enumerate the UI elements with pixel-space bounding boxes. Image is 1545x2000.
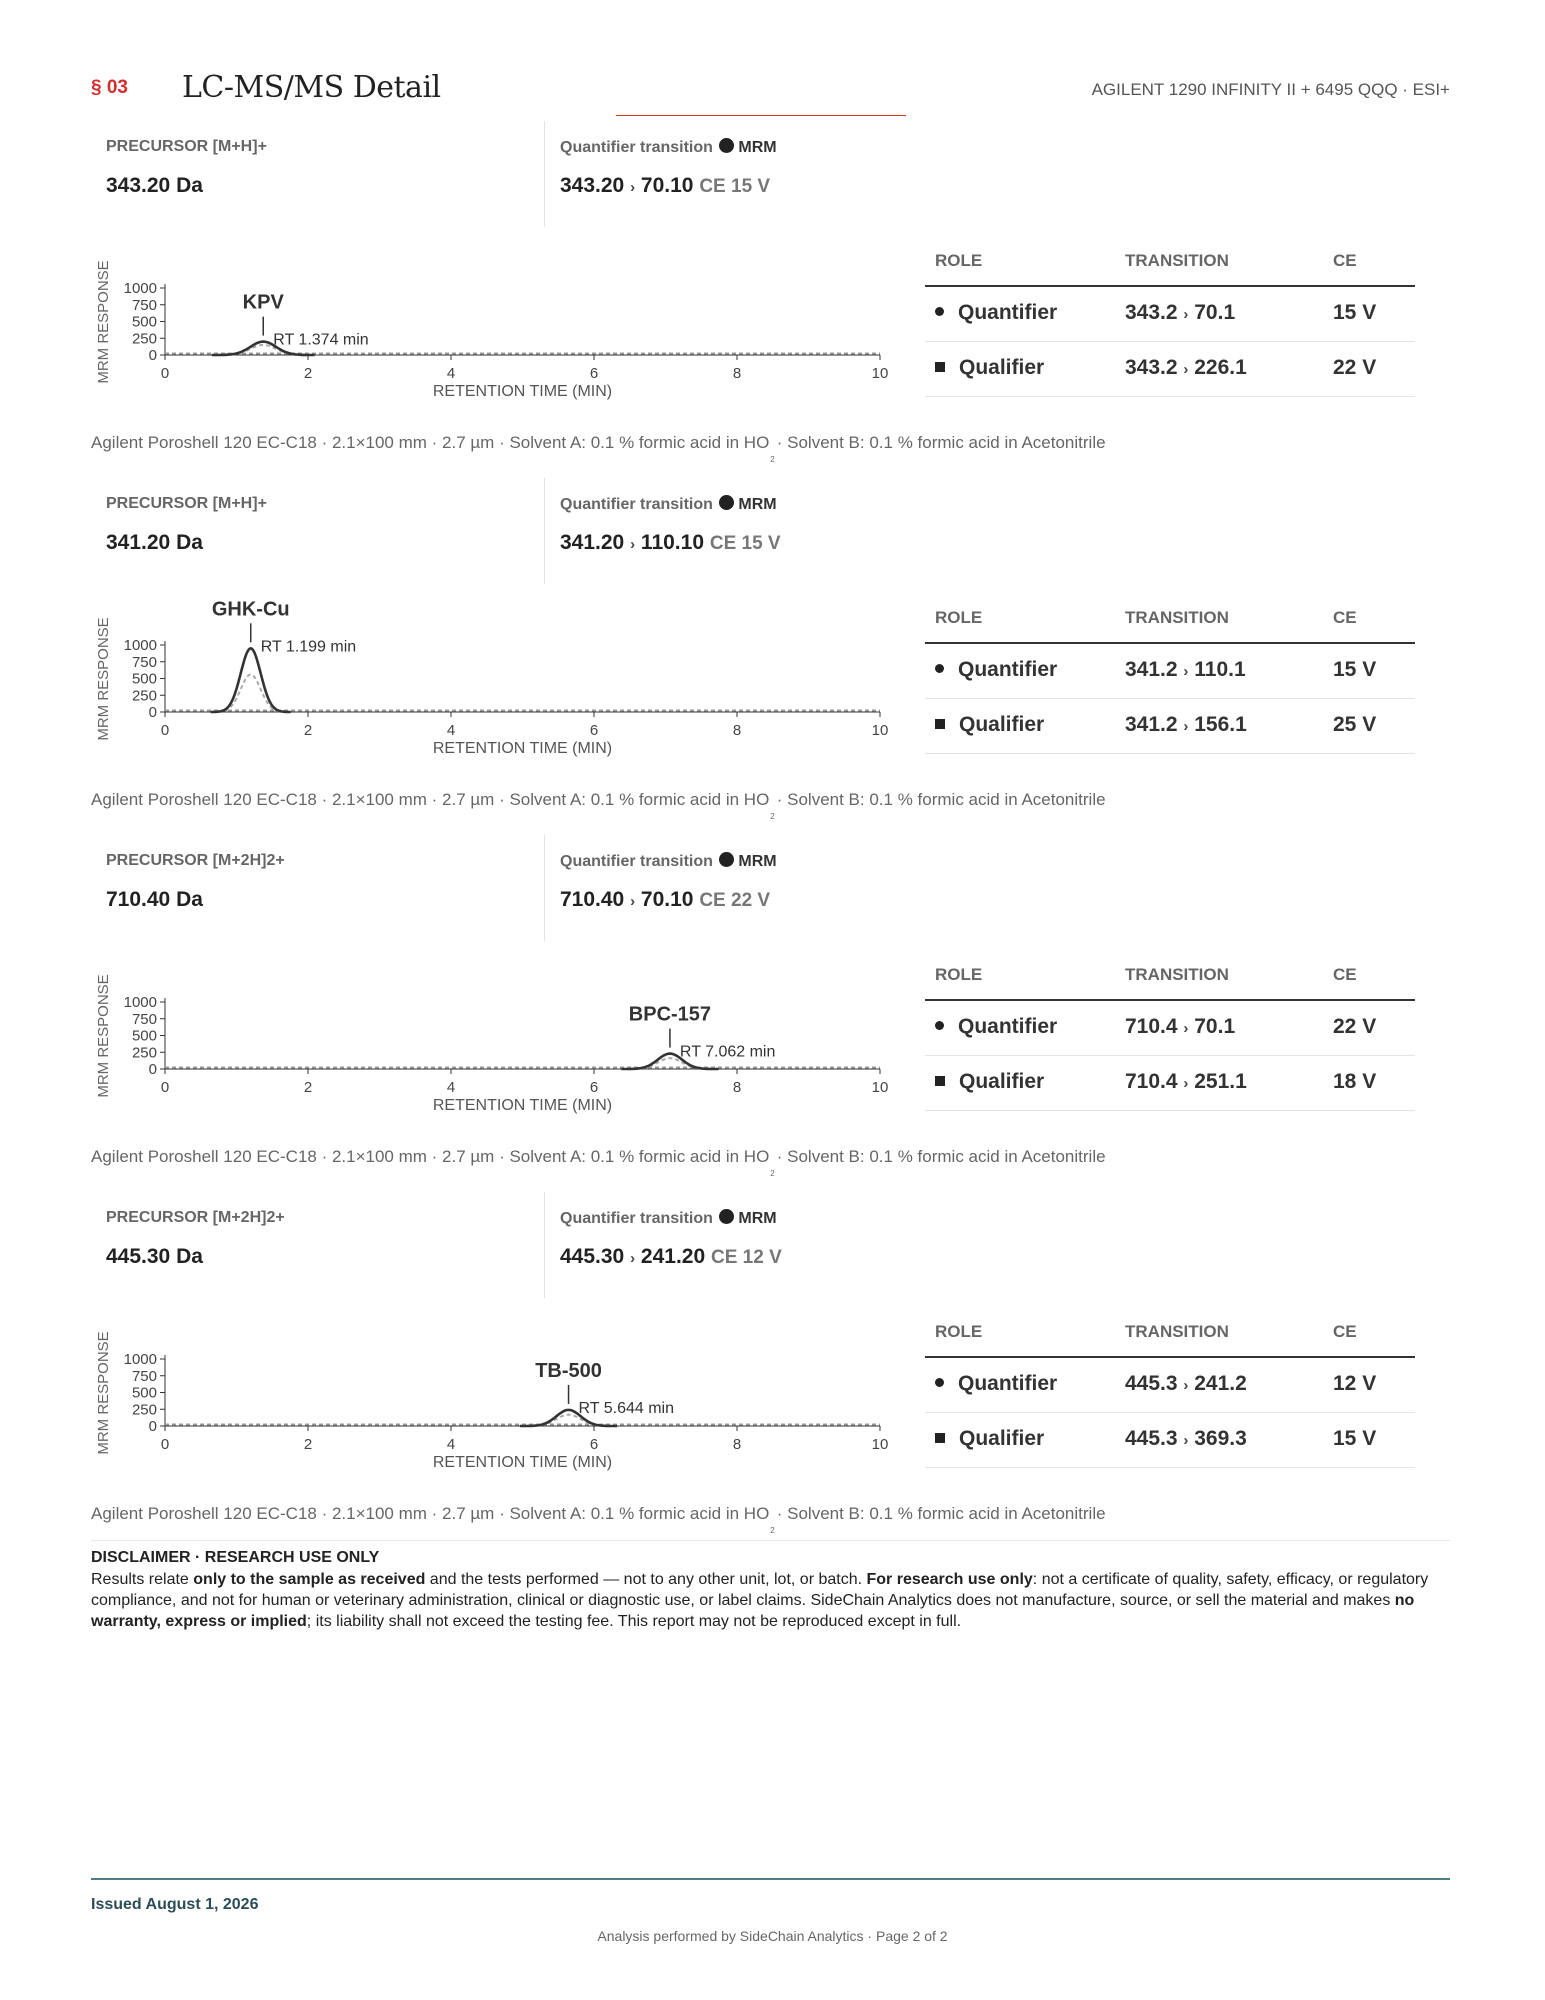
- mrm-dot-icon: [719, 138, 734, 153]
- table-row: [925, 1413, 1415, 1468]
- transition-header: TRANSITION: [1125, 965, 1229, 984]
- chromatogram: [91, 598, 911, 773]
- x-tick-label: 10: [871, 722, 889, 739]
- quantifier-to: 70.10: [640, 174, 694, 197]
- role-cell: [935, 301, 1057, 325]
- disclaimer-text-3: : not a certificate of quality, safety, efficacy, or regulatory compliance, and not for human or veterinary administration, clinical or diagnostic use, or label claims. SideChain Analytics does not manufacture, source, or sell the material and makes: [91, 1571, 1429, 1609]
- y-tick-label: 250: [131, 1044, 157, 1062]
- mrm-label: MRM: [738, 1210, 777, 1227]
- x-tick-label: 2: [303, 1436, 313, 1453]
- column-note-o: O: [756, 790, 770, 809]
- quantifier-to: 241.20: [640, 1245, 706, 1268]
- quantifier-to: 70.10: [640, 888, 694, 911]
- y-tick-label: 750: [131, 296, 157, 314]
- transition-arrow: ›: [630, 536, 636, 553]
- x-tick-label: 4: [446, 365, 456, 382]
- retention-time-label: RT 1.199 min: [260, 638, 357, 656]
- x-axis-label: RETENTION TIME (MIN): [432, 740, 613, 757]
- retention-time-label: RT 7.062 min: [679, 1043, 776, 1061]
- y-tick-label: 0: [148, 1418, 157, 1435]
- table-row: [925, 342, 1415, 397]
- ce-cell: 22 V: [1333, 356, 1377, 379]
- report-header: [91, 68, 1450, 114]
- analyte-block: [91, 1192, 1450, 1548]
- transition-cell: [1125, 356, 1247, 380]
- retention-time-label: RT 1.374 min: [273, 331, 369, 349]
- table-row: [925, 1001, 1415, 1056]
- ce-cell: 25 V: [1333, 713, 1377, 736]
- x-tick-label: 4: [446, 1436, 456, 1453]
- y-tick-label: 1000: [123, 994, 157, 1011]
- table-row: [925, 1056, 1415, 1111]
- transition-from: 343.2: [1125, 301, 1178, 324]
- role-cell: [935, 658, 1057, 682]
- disclaimer-title: DISCLAIMER · RESEARCH USE ONLY: [91, 1549, 380, 1566]
- mrm-dot-icon: [719, 852, 734, 867]
- precursor-label: PRECURSOR [M+2H]2+: [106, 852, 285, 869]
- y-tick-label: 500: [131, 1027, 157, 1045]
- role-name: Qualifier: [959, 713, 1045, 736]
- chromatogram: [91, 241, 911, 416]
- precursor-label: PRECURSOR [M+2H]2+: [106, 1209, 285, 1226]
- transition-header: TRANSITION: [1125, 251, 1229, 270]
- transition-cell: [1125, 658, 1246, 682]
- qualifier-square-icon: [935, 719, 945, 729]
- qualifier-square-icon: [935, 362, 945, 372]
- y-tick-label: 1000: [123, 280, 157, 297]
- quantifier-label-text: Quantifier transition: [560, 1210, 713, 1227]
- transition-arrow: ›: [1183, 1432, 1189, 1449]
- qualifier-trace: [211, 675, 291, 713]
- role-name: Qualifier: [959, 356, 1045, 379]
- quantifier-value: [560, 531, 781, 555]
- ce-header: CE: [1333, 608, 1357, 627]
- chromatogram-svg: [91, 598, 911, 773]
- transition-arrow: ›: [1183, 718, 1189, 735]
- transition-cell: [1125, 713, 1247, 737]
- quantifier-circle-icon: [935, 1021, 944, 1030]
- transition-to: 70.1: [1194, 301, 1236, 324]
- transition-cell: [1125, 301, 1235, 325]
- quantifier-ce: CE 12 V: [711, 1247, 782, 1268]
- quantifier-to: 110.10: [640, 531, 704, 554]
- y-tick-label: 1000: [123, 1351, 157, 1368]
- chromatogram-svg: [91, 1312, 911, 1487]
- role-cell: [935, 713, 1044, 737]
- disclaimer-text: [91, 1569, 1450, 1632]
- column-note-subscript: 2: [770, 455, 775, 464]
- quantifier-panel: [544, 1192, 904, 1298]
- role-name: Qualifier: [959, 1427, 1045, 1450]
- y-tick-label: 500: [131, 1384, 157, 1402]
- transition-arrow: ›: [1183, 1075, 1189, 1092]
- precursor-value: 445.30 Da: [106, 1245, 203, 1268]
- y-tick-label: 250: [131, 687, 157, 705]
- instrument-label: AGILENT 1290 INFINITY II + 6495 QQQ · ESI+: [1091, 80, 1450, 99]
- disclaimer-divider: [91, 1540, 1450, 1541]
- transition-header: TRANSITION: [1125, 1322, 1229, 1341]
- transition-to: 70.1: [1194, 1015, 1236, 1038]
- qualifier-square-icon: [935, 1433, 945, 1443]
- precursor-panel: [91, 1192, 544, 1298]
- transition-from: 341.2: [1125, 658, 1178, 681]
- precursor-panel: [91, 121, 544, 227]
- retention-time-label: RT 5.644 min: [578, 1399, 675, 1417]
- x-tick-label: 8: [732, 1079, 742, 1096]
- mrm-label: MRM: [738, 139, 777, 156]
- y-tick-label: 1000: [123, 637, 157, 654]
- role-header: ROLE: [935, 965, 983, 984]
- transition-from: 710.4: [1125, 1015, 1178, 1038]
- y-tick-label: 500: [131, 313, 157, 331]
- peak-label: TB-500: [535, 1359, 602, 1382]
- mrm-label: MRM: [738, 496, 777, 513]
- transition-to: 110.1: [1194, 658, 1246, 681]
- quantifier-ce: CE 15 V: [709, 533, 781, 554]
- role-name: Qualifier: [959, 1070, 1045, 1093]
- x-tick-label: 2: [303, 722, 313, 739]
- y-axis-label: MRM RESPONSE: [95, 974, 112, 1098]
- x-tick-label: 8: [732, 365, 742, 382]
- column-note: [91, 433, 1106, 464]
- analyte-block: [91, 835, 1450, 1191]
- role-cell: [935, 1070, 1044, 1094]
- column-note-part-b: · Solvent B: 0.1 % formic acid in Acetonitrile: [776, 1147, 1106, 1166]
- table-row: [925, 644, 1415, 699]
- ce-header: CE: [1333, 1322, 1357, 1341]
- quantifier-label: [560, 1209, 777, 1228]
- ce-cell: 22 V: [1333, 1015, 1377, 1038]
- quantifier-from: 445.30: [560, 1245, 625, 1268]
- column-note: [91, 790, 1106, 821]
- x-tick-label: 10: [871, 1436, 889, 1453]
- transition-arrow: ›: [1183, 1020, 1189, 1037]
- quantifier-value: [560, 1245, 782, 1269]
- role-header: ROLE: [935, 1322, 983, 1341]
- column-note-part-a: Agilent Poroshell 120 EC-C18 · 2.1×100 mm · 2.7 µm · Solvent A: 0.1 % formic acid in H: [91, 790, 757, 809]
- transition-cell: [1125, 1070, 1247, 1094]
- column-note-o: O: [756, 1504, 770, 1523]
- analyte-block: [91, 121, 1450, 477]
- transition-from: 710.4: [1125, 1070, 1178, 1093]
- table-row: [925, 699, 1415, 754]
- column-note-subscript: 2: [770, 812, 775, 821]
- disclaimer-bold-1: only to the sample as received: [193, 1571, 426, 1588]
- precursor-value: 343.20 Da: [106, 174, 203, 197]
- chromatogram: [91, 955, 911, 1130]
- quantifier-ce: CE 22 V: [699, 890, 771, 911]
- quantifier-label-text: Quantifier transition: [560, 496, 713, 513]
- page-title: LC-MS/MS Detail: [182, 70, 441, 105]
- disclaimer-bold-3: no warranty, express or implied: [91, 1592, 1415, 1630]
- ce-header: CE: [1333, 251, 1357, 270]
- y-tick-label: 750: [131, 1367, 157, 1385]
- disclaimer-text-4: ; its liability shall not exceed the testing fee. This report may not be reproduced except in full.: [306, 1613, 962, 1630]
- quantifier-value: [560, 888, 770, 912]
- role-cell: [935, 1015, 1057, 1039]
- y-tick-label: 0: [148, 347, 157, 364]
- y-tick-label: 0: [148, 1061, 157, 1078]
- transition-cell: [1125, 1427, 1247, 1451]
- x-tick-label: 0: [160, 722, 170, 739]
- quantifier-label-text: Quantifier transition: [560, 139, 713, 156]
- ce-cell: 15 V: [1333, 658, 1377, 681]
- issued-date: Issued August 1, 2026: [91, 1896, 259, 1913]
- quantifier-value: [560, 174, 770, 198]
- role-name: Quantifier: [958, 658, 1058, 681]
- quantifier-circle-icon: [935, 664, 944, 673]
- column-note-part-b: · Solvent B: 0.1 % formic acid in Acetonitrile: [776, 1504, 1106, 1523]
- transition-from: 445.3: [1125, 1427, 1178, 1450]
- peak-label: GHK-Cu: [211, 598, 290, 621]
- precursor-panel: [91, 478, 544, 584]
- transition-to: 156.1: [1194, 713, 1247, 736]
- x-axis-label: RETENTION TIME (MIN): [432, 1454, 613, 1471]
- x-tick-label: 8: [732, 1436, 742, 1453]
- mrm-dot-icon: [719, 495, 734, 510]
- column-note: [91, 1147, 1106, 1178]
- analyte-block: [91, 478, 1450, 834]
- quantifier-circle-icon: [935, 307, 944, 316]
- x-tick-label: 6: [589, 1079, 599, 1096]
- y-tick-label: 0: [148, 704, 157, 721]
- role-cell: [935, 1372, 1057, 1396]
- quantifier-circle-icon: [935, 1378, 944, 1387]
- ce-cell: 15 V: [1333, 1427, 1377, 1450]
- role-header: ROLE: [935, 251, 983, 270]
- quantifier-from: 341.20: [560, 531, 625, 554]
- table-row: [925, 287, 1415, 342]
- transition-to: 251.1: [1194, 1070, 1247, 1093]
- transition-arrow: ›: [1183, 361, 1189, 378]
- x-tick-label: 4: [446, 1079, 456, 1096]
- transition-arrow: ›: [630, 1250, 636, 1267]
- x-axis-label: RETENTION TIME (MIN): [432, 383, 613, 400]
- column-note-part-b: · Solvent B: 0.1 % formic acid in Acetonitrile: [776, 433, 1106, 452]
- column-note-o: O: [756, 433, 770, 452]
- y-axis-label: MRM RESPONSE: [95, 1331, 112, 1455]
- y-tick-label: 250: [131, 1401, 157, 1419]
- column-note-subscript: 2: [770, 1169, 775, 1178]
- transition-arrow: ›: [1183, 1377, 1189, 1394]
- footer-divider: [91, 1878, 1450, 1880]
- role-name: Quantifier: [958, 1372, 1058, 1395]
- x-tick-label: 6: [589, 365, 599, 382]
- transition-from: 343.2: [1125, 356, 1178, 379]
- page-footer: Analysis performed by SideChain Analytics · Page 2 of 2: [597, 1928, 948, 1944]
- x-tick-label: 8: [732, 722, 742, 739]
- y-tick-label: 750: [131, 653, 157, 671]
- quantifier-label: [560, 495, 777, 514]
- transition-to: 241.2: [1194, 1372, 1247, 1395]
- peak-label: BPC-157: [628, 1003, 712, 1026]
- mrm-dot-icon: [719, 1209, 734, 1224]
- ce-cell: 18 V: [1333, 1070, 1377, 1093]
- precursor-label: PRECURSOR [M+H]+: [106, 138, 267, 155]
- x-tick-label: 4: [446, 722, 456, 739]
- ce-header: CE: [1333, 965, 1357, 984]
- x-axis-label: RETENTION TIME (MIN): [432, 1097, 613, 1114]
- x-tick-label: 0: [160, 365, 170, 382]
- x-tick-label: 6: [589, 1436, 599, 1453]
- quantifier-panel: [544, 835, 904, 941]
- quantifier-from: 343.20: [560, 174, 625, 197]
- transition-from: 341.2: [1125, 713, 1178, 736]
- quantifier-trace: [211, 648, 291, 712]
- disclaimer-text-2: and the tests performed — not to any other unit, lot, or batch.: [425, 1571, 867, 1588]
- quantifier-from: 710.40: [560, 888, 625, 911]
- precursor-panel: [91, 835, 544, 941]
- column-note-part-a: Agilent Poroshell 120 EC-C18 · 2.1×100 mm · 2.7 µm · Solvent A: 0.1 % formic acid in H: [91, 1504, 757, 1523]
- transition-arrow: ›: [630, 893, 636, 910]
- y-axis-label: MRM RESPONSE: [95, 260, 112, 384]
- transition-arrow: ›: [630, 179, 636, 196]
- transition-to: 369.3: [1194, 1427, 1247, 1450]
- chromatogram-svg: [91, 241, 911, 416]
- ce-cell: 15 V: [1333, 301, 1377, 324]
- transition-header: TRANSITION: [1125, 608, 1229, 627]
- transition-from: 445.3: [1125, 1372, 1178, 1395]
- y-axis-label: MRM RESPONSE: [95, 617, 112, 741]
- column-note-part-b: · Solvent B: 0.1 % formic acid in Acetonitrile: [776, 790, 1106, 809]
- chromatogram-svg: [91, 955, 911, 1130]
- role-cell: [935, 1427, 1044, 1451]
- role-name: Quantifier: [958, 301, 1058, 324]
- chromatogram: [91, 1312, 911, 1487]
- mrm-label: MRM: [738, 853, 777, 870]
- section-number: § 03: [91, 77, 128, 98]
- quantifier-label-text: Quantifier transition: [560, 853, 713, 870]
- precursor-value: 710.40 Da: [106, 888, 203, 911]
- precursor-value: 341.20 Da: [106, 531, 203, 554]
- transition-to: 226.1: [1194, 356, 1247, 379]
- accent-rule: [616, 115, 906, 116]
- transition-cell: [1125, 1372, 1247, 1396]
- y-tick-label: 500: [131, 670, 157, 688]
- column-note-subscript: 2: [770, 1526, 775, 1535]
- transition-arrow: ›: [1183, 306, 1189, 323]
- table-row: [925, 1358, 1415, 1413]
- x-tick-label: 0: [160, 1079, 170, 1096]
- y-tick-label: 250: [131, 330, 157, 348]
- column-note: [91, 1504, 1106, 1535]
- quantifier-label: [560, 852, 777, 871]
- transition-arrow: ›: [1183, 663, 1189, 680]
- x-tick-label: 2: [303, 1079, 313, 1096]
- transition-cell: [1125, 1015, 1235, 1039]
- quantifier-label: [560, 138, 777, 157]
- quantifier-ce: CE 15 V: [699, 176, 771, 197]
- precursor-label: PRECURSOR [M+H]+: [106, 495, 267, 512]
- x-tick-label: 0: [160, 1436, 170, 1453]
- ce-cell: 12 V: [1333, 1372, 1377, 1395]
- peak-label: KPV: [242, 291, 284, 314]
- qualifier-square-icon: [935, 1076, 945, 1086]
- quantifier-panel: [544, 478, 904, 584]
- role-cell: [935, 356, 1044, 380]
- y-tick-label: 750: [131, 1010, 157, 1028]
- column-note-part-a: Agilent Poroshell 120 EC-C18 · 2.1×100 mm · 2.7 µm · Solvent A: 0.1 % formic acid in H: [91, 1147, 757, 1166]
- x-tick-label: 6: [589, 722, 599, 739]
- role-header: ROLE: [935, 608, 983, 627]
- disclaimer-text-1: Results relate: [91, 1571, 194, 1588]
- disclaimer-bold-2: For research use only: [866, 1571, 1033, 1588]
- x-tick-label: 2: [303, 365, 313, 382]
- x-tick-label: 10: [871, 1079, 889, 1096]
- column-note-o: O: [756, 1147, 770, 1166]
- quantifier-panel: [544, 121, 904, 227]
- role-name: Quantifier: [958, 1015, 1058, 1038]
- x-tick-label: 10: [871, 365, 889, 382]
- column-note-part-a: Agilent Poroshell 120 EC-C18 · 2.1×100 mm · 2.7 µm · Solvent A: 0.1 % formic acid in H: [91, 433, 757, 452]
